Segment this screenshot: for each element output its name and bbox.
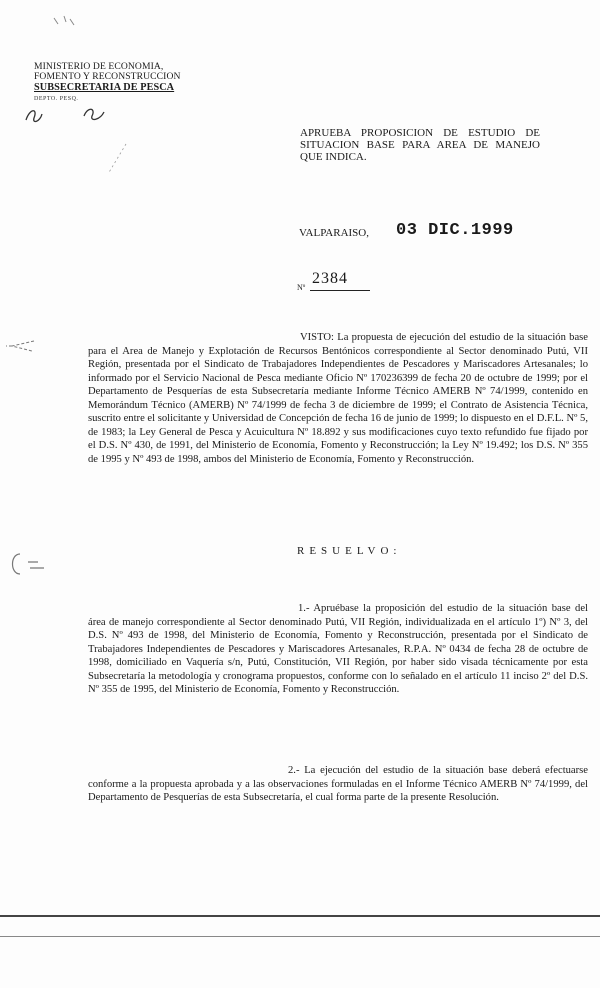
letterhead-ministry-2: FOMENTO Y RECONSTRUCCION	[34, 71, 181, 82]
margin-arrow-icon	[2, 335, 38, 357]
number-underline	[310, 290, 370, 291]
resolution-number: 2384	[312, 270, 348, 287]
scan-border-line-2	[0, 936, 600, 937]
date-stamp: 03 DIC.1999	[396, 221, 514, 240]
pencil-mark-icon	[96, 140, 136, 180]
letterhead	[34, 62, 204, 104]
article-2: 2.- La ejecución del estudio de la situación base deberá efectuarse conforme a la propuesta aprobada y a las observaciones formuladas en el Informe Técnico AMERB Nº 74/1999, del Departamento de Pesquerías de esta Subsecretaría, el cual forma parte de la presente Resolución.	[88, 765, 588, 803]
letterhead-department: DEPTO. PESQ.	[34, 96, 79, 102]
place: VALPARAISO,	[299, 227, 369, 239]
margin-mark-icon	[4, 548, 48, 582]
initials-signature-icon	[24, 100, 114, 130]
visto-paragraph: VISTO: La propuesta de ejecución del estudio de la situación base para el Area de Manejo y Explotación de Recursos Bentónicos correspondiente al Sector denominado Putú, VII Región, presentada por el Sindicato de Trabajadores Independientes de Pescadores y Mariscadores Artesanales; lo informado por el Servicio Nacional de Pesca mediante Oficio Nº 170236399 de fecha 20 de octubre de 1999; por el Departamento de Pesquerías de esta Subsecretaría mediante Informe Técnico AMERB Nº 74/1999, contenido en Memorándum Técnico (AMERB) Nº 74/1999 de fecha 3 de diciembre de 1999; el Contrato de Asistencia Técnica, suscrito entre el solicitante y Universidad de Concepción de fecha 16 de junio de 1999; lo dispuesto en el D.F.L. Nº 5, de 1983; la Ley General de Pesca y Acuicultura Nº 18.892 y sus modificaciones cuyo texto refundido fue fijado por el D.S. Nº 430, de 1991, del Ministerio de Economía, Fomento y Reconstrucción; la Ley Nº 19.492; los D.S. Nº 355 de 1995 y Nº 493 de 1998, ambos del Ministerio de Economía, Fomento y Reconstrucción.	[88, 332, 588, 465]
letterhead-subsecretaria: SUBSECRETARIA DE PESCA	[34, 82, 175, 93]
number-label: Nº	[297, 283, 306, 292]
article-1: 1.- Apruébase la proposición del estudio de la situación base del área de manejo correspondiente al Sector denominado Putú, VII Región, individualizada en el artículo 1º) Nº 3, del D.S. Nº 493 de 1998, del Ministerio de Economía, Fomento y Reconstrucción, presentada por el Sindicato de Trabajadores Independientes de Pescadores y Mariscadores Artesanales, R.P.A. Nº 0434 de fecha 28 de octubre de 1998, domiciliado en Vaquería s/n, Putú, Constitución, VII Región, por haber sido visada técnicamente por esta Subsecretaría la metodología y cronograma propuestos, conforme con lo señalado en el artículo 11 inciso 2º del D.S. Nº 355 de 1995, del Ministerio de Economía, Fomento y Reconstrucción.	[88, 603, 588, 695]
letterhead-ministry: MINISTERIO DE ECONOMIA,	[34, 61, 164, 72]
scan-border-line	[0, 915, 600, 917]
scan-mark-icon	[50, 10, 80, 35]
resolution-subject: APRUEBA PROPOSICION DE ESTUDIO DE SITUACION BASE PARA AREA DE MANEJO QUE INDICA.	[300, 127, 540, 163]
resuelvo-heading: RESUELVO:	[297, 545, 402, 557]
